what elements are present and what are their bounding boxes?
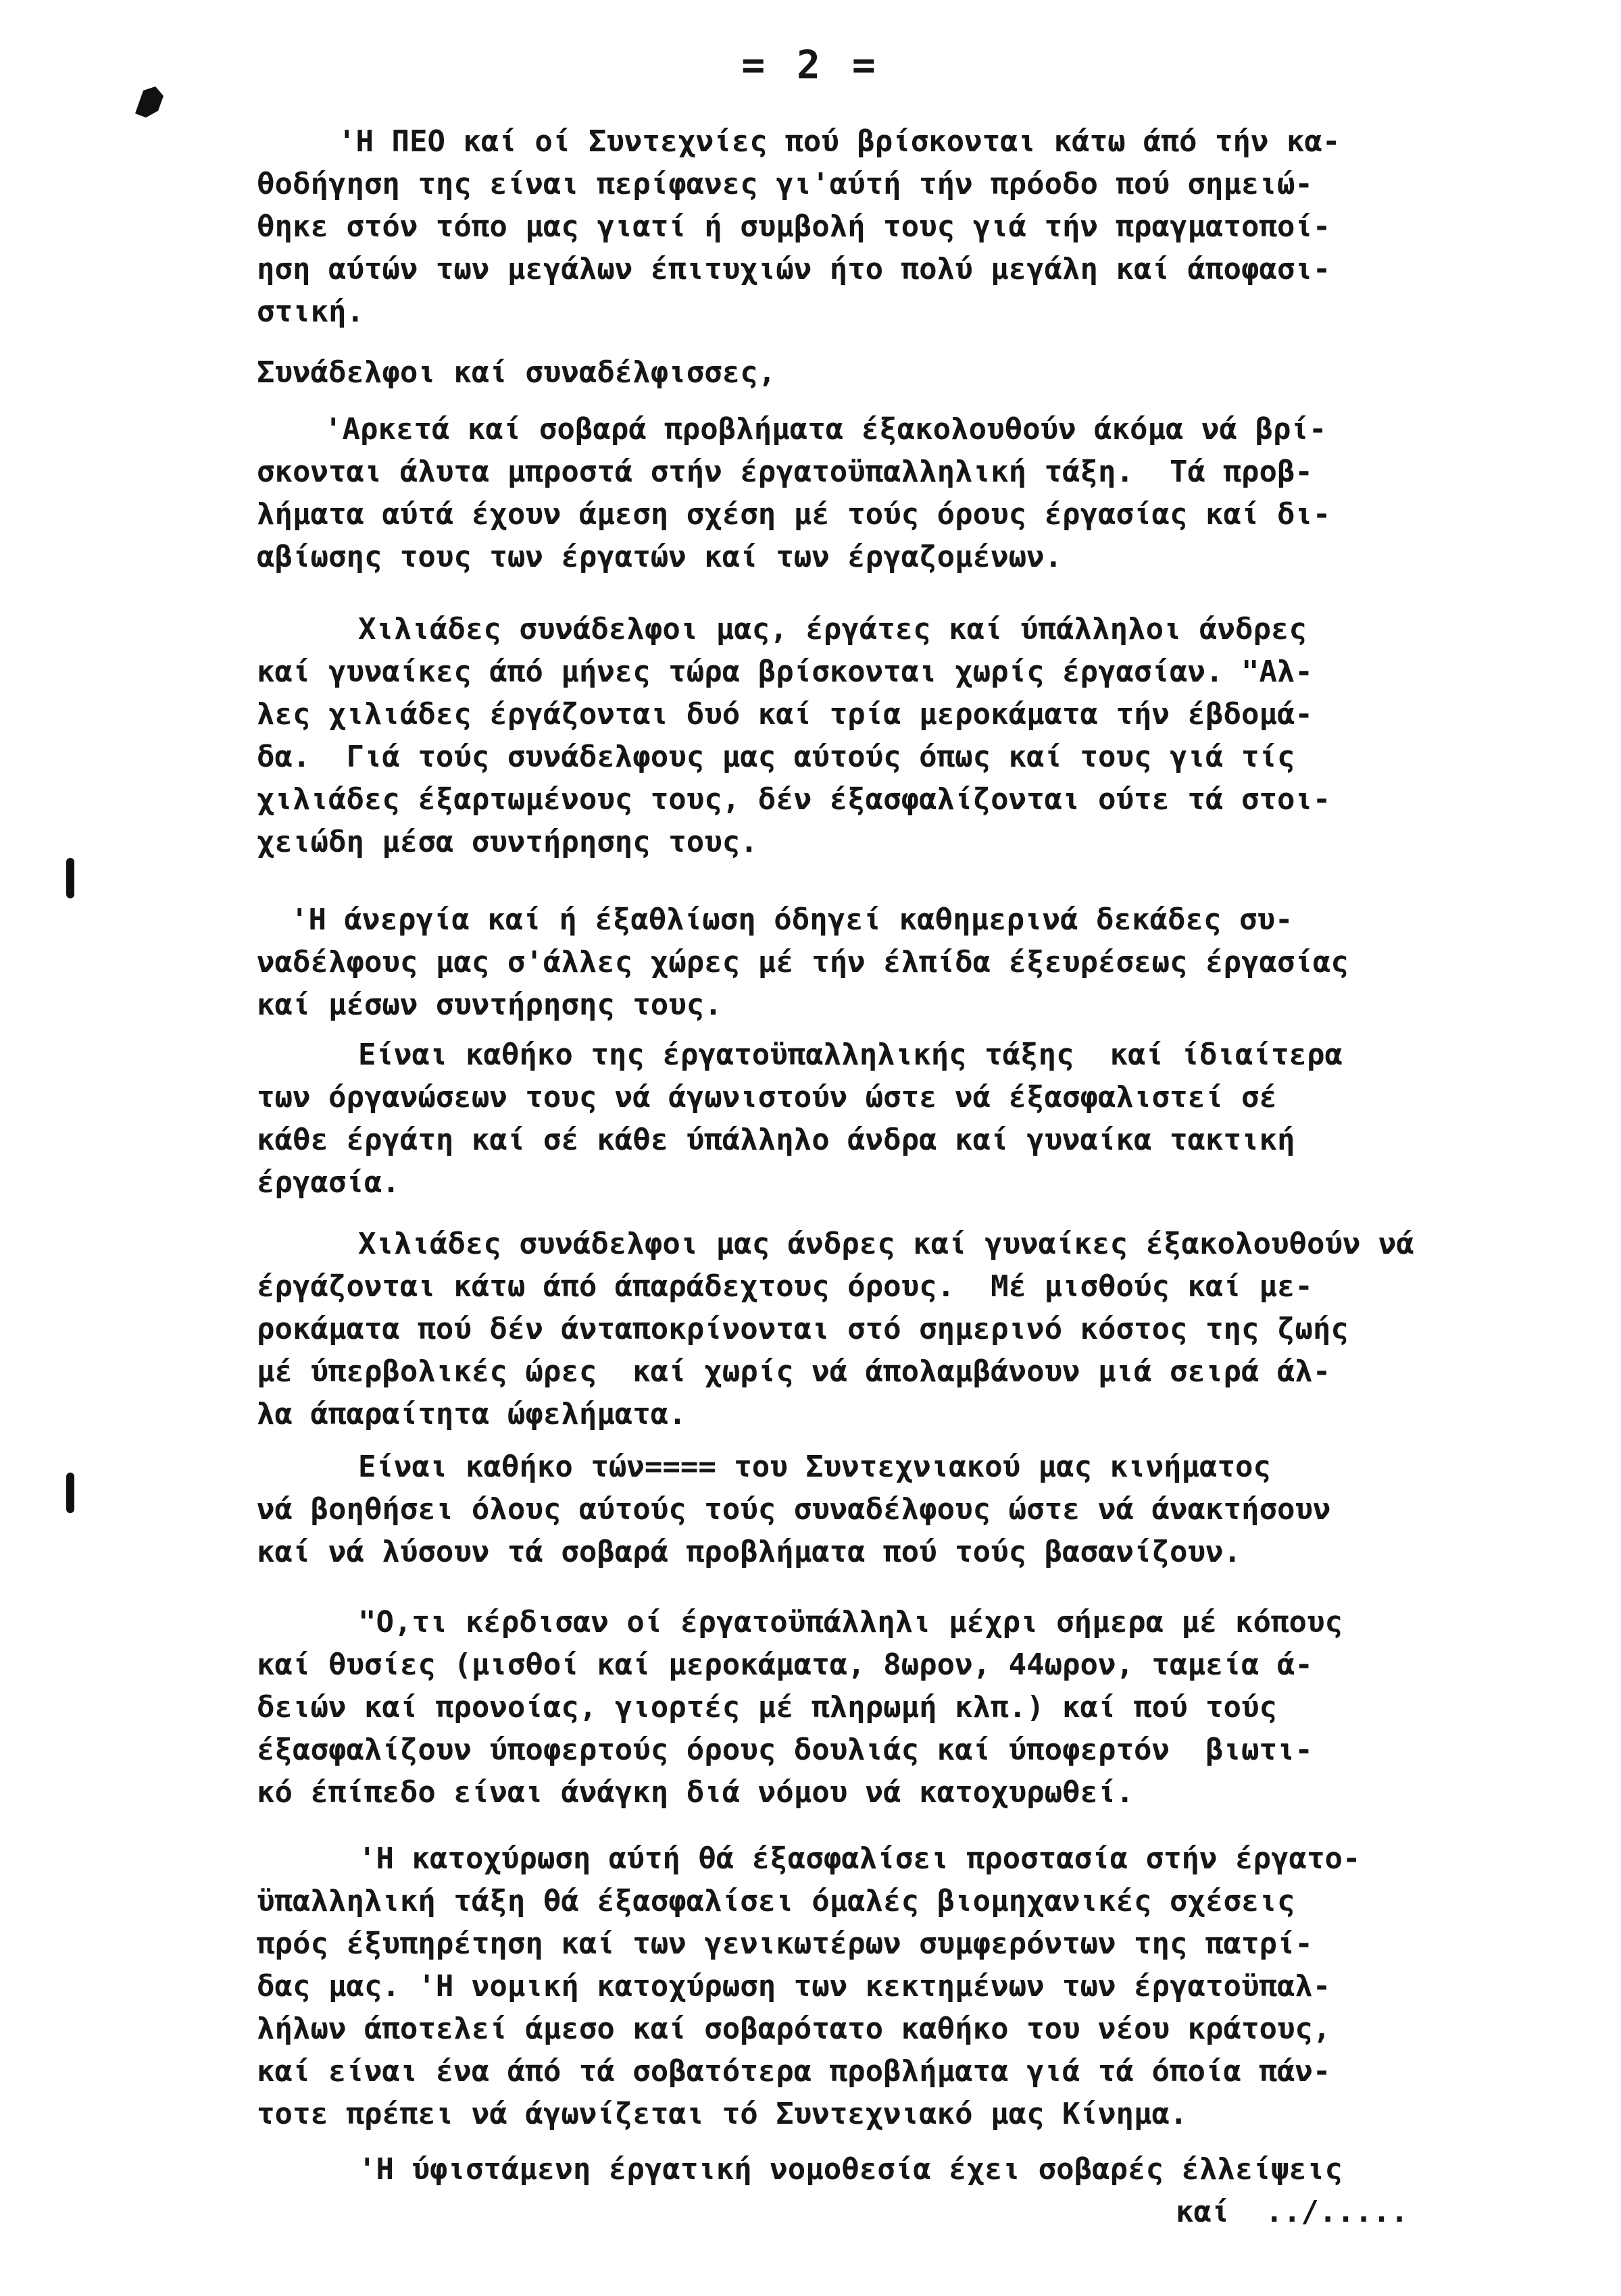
text-line: Είναι καθήκο τών==== του Συντεχνιακού μας κινήματος (358, 1450, 1272, 1484)
paragraph-problems (257, 408, 1527, 578)
text-line: χειώδη μέσα συντήρησης τους. (257, 825, 758, 859)
text-line: κάθε έργάτη καί σέ κάθε ύπάλληλο άνδρα καί γυναίκα τακτική (257, 1123, 1295, 1157)
text-line: ναδέλφους μας σ'άλλες χώρες μέ τήν έλπίδα έξευρέσεως έργασίας (257, 945, 1349, 979)
text-line: λήλων άποτελεί άμεσο καί σοβαρότατο καθήκο του νέου κράτους, (257, 2012, 1331, 2046)
text-line: δας μας. 'Η νομική κατοχύρωση των κεκτημένων των έργατοϋπαλ- (257, 1969, 1331, 2004)
text-line: χιλιάδες έξαρτωμένους τους, δέν έξασφαλίζονται ούτε τά στοι- (257, 782, 1331, 817)
paragraph-peo-progress (257, 120, 1527, 333)
text-line: έξασφαλίζουν ύποφερτούς όρους δουλιάς καί ύποφερτόν βιωτι- (257, 1733, 1313, 1767)
paragraph-working-conditions (257, 1223, 1527, 1435)
text-line: ροκάματα πού δέν άνταποκρίνονται στό σημερινό κόστος της ζωής (257, 1312, 1349, 1346)
text-line: 'Η κατοχύρωση αύτή θά έξασφαλίσει προστασία στήν έργατο- (358, 1841, 1361, 1876)
text-line: κό έπίπεδο είναι άνάγκη διά νόμου νά κατοχυρωθεί. (257, 1775, 1134, 1810)
text-line: λες χιλιάδες έργάζονται δυό καί τρία μεροκάματα τήν έβδομά- (257, 697, 1313, 732)
paragraph-emigration (257, 898, 1527, 1026)
text-line: 'Αρκετά καί σοβαρά προβλήματα έξακολουθούν άκόμα νά βρί- (324, 412, 1327, 447)
ink-blot (128, 81, 169, 124)
text-line: λα άπαραίτητα ώφελήματα. (257, 1397, 687, 1431)
text-line: αβίωσης τους των έργατών καί των έργαζομένων. (257, 540, 1063, 574)
text-line: καί γυναίκες άπό μήνες τώρα βρίσκονται χωρίς έργασίαν. "Αλ- (257, 655, 1313, 689)
paragraph-legislation (257, 2148, 1527, 2233)
salutation (257, 351, 1527, 394)
paragraph-duty-employment (257, 1034, 1527, 1204)
text-line: μέ ύπερβολικές ώρες καί χωρίς νά άπολαμβάνουν μιά σειρά άλ- (257, 1354, 1331, 1389)
text-line: "Ο,τι κέρδισαν οί έργατοϋπάλληλι μέχρι σήμερα μέ κόπους (358, 1605, 1343, 1639)
text-line: στική. (257, 295, 364, 329)
text-line: καί ../..... (1176, 2195, 1409, 2229)
text-line: 'Η άνεργία καί ή έξαθλίωση όδηγεί καθημερινά δεκάδες συ- (291, 902, 1293, 937)
text-line: δειών καί προνοίας, γιορτές μέ πληρωμή κλπ.) καί πού τούς (257, 1690, 1277, 1725)
text-line: σκονται άλυτα μπροστά στήν έργατοϋπαλληλική τάξη. Τά προβ- (257, 455, 1313, 489)
punch-hole-mark (66, 1473, 74, 1513)
paragraph-codification (257, 1837, 1527, 2135)
text-line: Είναι καθήκο της έργατοϋπαλληλικής τάξης καί ίδιαίτερα (358, 1038, 1343, 1072)
paragraph-union-duty (257, 1446, 1527, 1573)
text-line: τοτε πρέπει νά άγωνίζεται τό Συντεχνιακό μας Κίνημα. (257, 2097, 1188, 2131)
text-line: 'Η ύφιστάμενη έργατική νομοθεσία έχει σοβαρές έλλείψεις (358, 2152, 1343, 2187)
text-line: των όργανώσεων τους νά άγωνιστούν ώστε νά έξασφαλιστεί σέ (257, 1080, 1277, 1115)
paragraph-unemployed (257, 608, 1527, 863)
text-line: 'Η ΠΕΟ καί οί Συντεχνίες πού βρίσκονται κάτω άπό τήν κα- (338, 124, 1341, 159)
text-line: νά βοηθήσει όλους αύτούς τούς συναδέλφους ώστε νά άνακτήσουν (257, 1492, 1331, 1527)
page-number: = 2 = (741, 42, 880, 88)
text-line: θηκε στόν τόπο μας γιατί ή συμβολή τους γιά τήν πραγματοποί- (257, 209, 1331, 244)
paragraph-legal-protection (257, 1601, 1527, 1814)
text-line: ϋπαλληλική τάξη θά έξασφαλίσει όμαλές βιομηχανικές σχέσεις (257, 1884, 1295, 1918)
text-line: καί θυσίες (μισθοί καί μεροκάματα, 8ωρον, 44ωρον, ταμεία ά- (257, 1648, 1313, 1682)
text-line: καί νά λύσουν τά σοβαρά προβλήματα πού τούς βασανίζουν. (257, 1535, 1241, 1569)
text-line: ηση αύτών των μεγάλων έπιτυχιών ήτο πολύ μεγάλη καί άποφασι- (257, 252, 1331, 286)
text-line: πρός έξυπηρέτηση καί των γενικωτέρων συμφερόντων της πατρί- (257, 1927, 1313, 1961)
text-line: Συνάδελφοι καί συναδέλφισσες, (257, 355, 776, 390)
text-line: δα. Γιά τούς συνάδελφους μας αύτούς όπως καί τους γιά τίς (257, 740, 1295, 774)
punch-hole-mark (66, 858, 74, 898)
text-line: Χιλιάδες συνάδελφοι μας άνδρες καί γυναίκες έξακολουθούν νά (358, 1227, 1414, 1261)
text-line: καί είναι ένα άπό τά σοβατότερα προβλήματα γιά τά όποία πάν- (257, 2054, 1331, 2089)
text-line: έργάζονται κάτω άπό άπαράδεχτους όρους. Μέ μισθούς καί με- (257, 1269, 1313, 1304)
text-line: Χιλιάδες συνάδελφοι μας, έργάτες καί ύπάλληλοι άνδρες (358, 612, 1307, 646)
text-line: θοδήγηση της είναι περίφανες γι'αύτή τήν πρόοδο πού σημειώ- (257, 167, 1313, 201)
text-line: καί μέσων συντήρησης τους. (257, 988, 722, 1022)
text-line: λήματα αύτά έχουν άμεση σχέση μέ τούς όρους έργασίας καί δι- (257, 497, 1331, 532)
text-line: έργασία. (257, 1165, 400, 1200)
